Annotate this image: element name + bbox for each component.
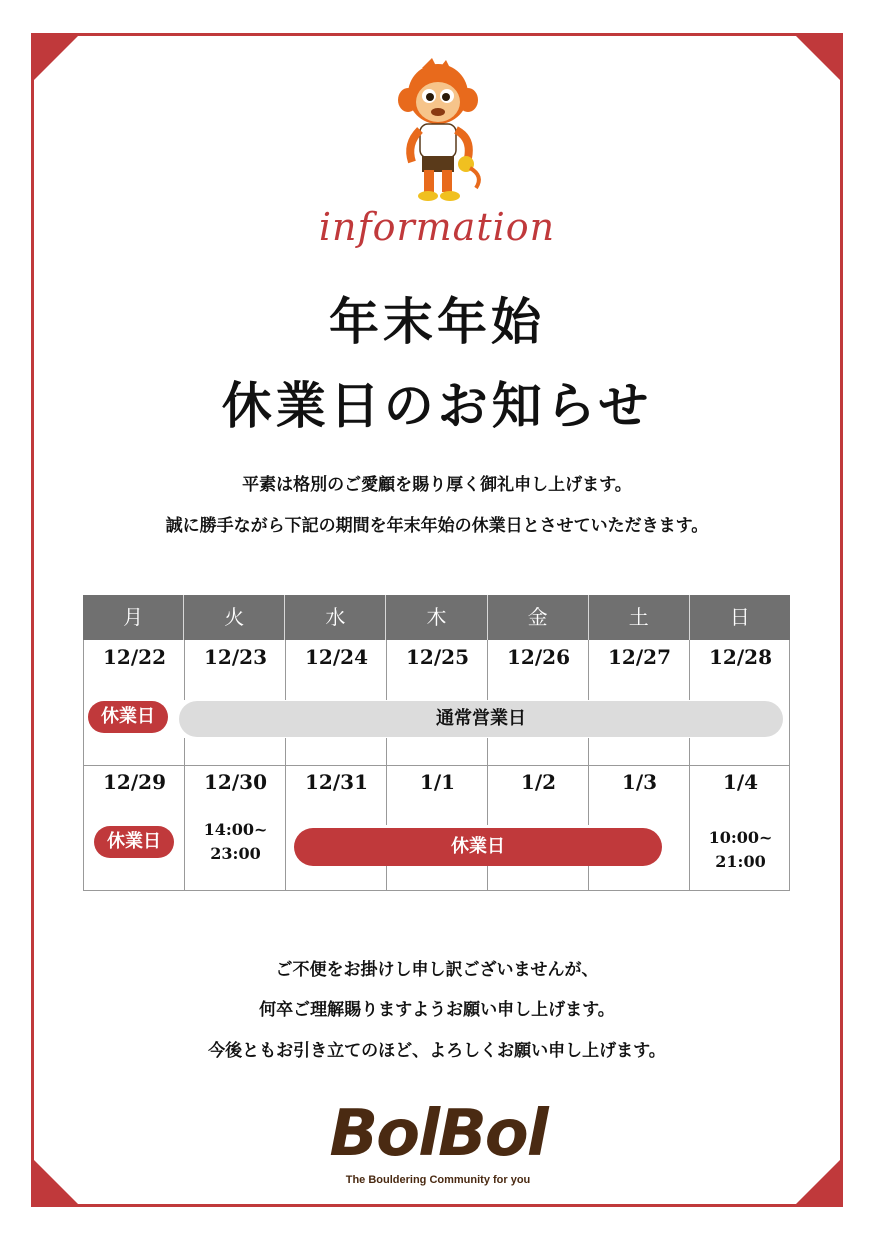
date-1226: 12/26 bbox=[507, 645, 570, 669]
date-0104: 1/4 bbox=[722, 770, 759, 794]
monkey-mascot-icon bbox=[392, 58, 484, 208]
corner-bottom-left bbox=[31, 1157, 81, 1207]
normal-business-bar: 通常営業日 bbox=[179, 701, 783, 737]
corner-top-right bbox=[793, 33, 843, 83]
hours-1230-close: 23:00 bbox=[210, 844, 261, 863]
date-1230: 12/30 bbox=[204, 770, 267, 794]
closed-range-bar: 休業日 bbox=[294, 828, 662, 866]
date-1225: 12/25 bbox=[406, 645, 469, 669]
hours-0104-open: 10:00~ bbox=[708, 828, 773, 847]
date-1222: 12/22 bbox=[103, 645, 166, 669]
weekday-wed: 水 bbox=[285, 595, 386, 640]
date-1228: 12/28 bbox=[709, 645, 772, 669]
closing-line-1: ご不便をお掛けし申し訳ございませんが、 bbox=[275, 960, 599, 980]
weekday-sun: 日 bbox=[729, 605, 750, 629]
corner-bottom-right bbox=[793, 1157, 843, 1207]
corner-top-left bbox=[31, 33, 81, 83]
hours-0104-close: 21:00 bbox=[715, 852, 766, 871]
logo-wordmark: BolBol bbox=[329, 1097, 547, 1171]
date-1231: 12/31 bbox=[305, 770, 368, 794]
page-title-line2: 休業日のお知らせ bbox=[221, 376, 653, 435]
date-0102: 1/2 bbox=[520, 770, 557, 794]
grid-line bbox=[285, 738, 286, 765]
hours-1230 bbox=[185, 818, 286, 866]
closing-line-3: 今後ともお引き立てのほど、よろしくお願い申し上げます。 bbox=[208, 1041, 666, 1061]
closing-line-2: 何卒ご理解賜りますようお願い申し上げます。 bbox=[259, 1000, 615, 1020]
date-1229: 12/29 bbox=[103, 770, 166, 794]
week-divider bbox=[84, 765, 789, 766]
bolbol-logo bbox=[300, 1098, 576, 1193]
date-1224: 12/24 bbox=[305, 645, 368, 669]
grid-line bbox=[184, 738, 185, 765]
grid-line bbox=[386, 865, 387, 891]
weekday-header bbox=[83, 595, 790, 640]
page-title-line1: 年末年始 bbox=[329, 292, 545, 351]
weekday-sat: 土 bbox=[589, 595, 690, 640]
weekday-fri: 金 bbox=[488, 595, 589, 640]
closed-badge-1222: 休業日 bbox=[88, 701, 168, 733]
information-script: information bbox=[318, 205, 556, 249]
calendar-body bbox=[83, 640, 790, 891]
logo-tagline: The Bouldering Community for you bbox=[345, 1174, 531, 1186]
date-1227: 12/27 bbox=[608, 645, 671, 669]
date-0101: 1/1 bbox=[419, 770, 456, 794]
intro-line-1: 平素は格別のご愛顧を賜り厚く御礼申し上げます。 bbox=[242, 475, 632, 495]
weekday-mon: 月 bbox=[83, 595, 184, 640]
holiday-calendar bbox=[83, 595, 790, 891]
date-1223: 12/23 bbox=[204, 645, 267, 669]
grid-line bbox=[689, 738, 690, 765]
grid-line bbox=[386, 738, 387, 765]
grid-line bbox=[588, 738, 589, 765]
intro-line-2: 誠に勝手ながら下記の期間を年末年始の休業日とさせていただきます。 bbox=[165, 516, 709, 536]
hours-0104 bbox=[690, 826, 791, 874]
weekday-thu: 木 bbox=[386, 595, 487, 640]
closed-badge-1229: 休業日 bbox=[94, 826, 174, 858]
grid-line bbox=[487, 738, 488, 765]
grid-line bbox=[487, 865, 488, 891]
weekday-tue: 火 bbox=[184, 595, 285, 640]
hours-1230-open: 14:00~ bbox=[203, 820, 268, 839]
date-0103: 1/3 bbox=[621, 770, 658, 794]
grid-line bbox=[588, 865, 589, 891]
